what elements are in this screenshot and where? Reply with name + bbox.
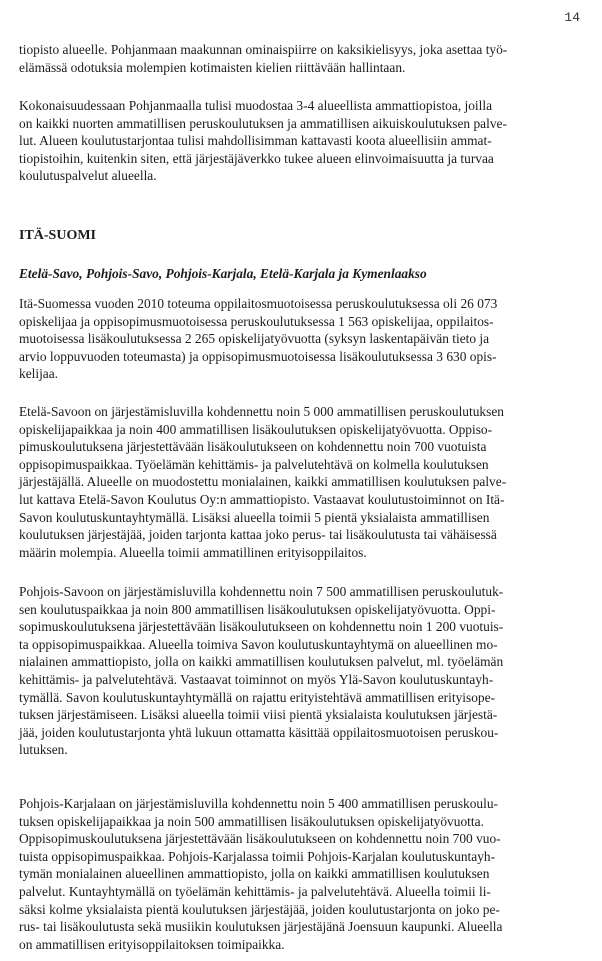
paragraph-pohjanmaa-summary: Kokonaisuudessaan Pohjanmaalla tulisi muodostaa 3-4 alueellista ammattiopistoa, joilla on kaikki nuorten ammatillisen peruskoulutuksen ja ammatillisen aikuiskoulutuksen palve- lut. Alueen koulutustarjontaa tulisi mahdollisimman kattavasti koota alueellisiin ammat- tiopistoihin, kuitenkin siten, että järjestäjäverkko tukee alueen elinvoimaisuutta ja turvaa koulutuspalvelut alueella.: [19, 98, 507, 184]
paragraph-pohjois-karjala: Pohjois-Karjalaan on järjestämisluvilla kohdennettu noin 5 400 ammatillisen peruskoulu- tuksen opiskelijapaikkaa ja noin 500 ammatillisen lisäkoulutuksen opiskelijatyövuotta. Oppisopimuskoulutuksena järjestettävään lisäkoulutukseen on kohdennettu noin 700 vuo- tuista oppisopimuspaikkaa. Pohjois-Karjalassa toimii Pohjois-Karjalan koulutuskuntayh- tymän monialainen alueellinen ammattiopisto, jolla on kaikki ammatillisen koulutuksen palvelut. Kuntayhtymällä on työelämän kehittämis- ja palvelutehtävä. Alueella toimii li- säksi kolme yksialaista pientä koulutuksen järjestäjää, joiden koulutustarjonta on joko pe- rus- tai lisäkoulutusta sekä musiikin koulutuksen järjestäjänä Joensuun kaupunki. Alueella on ammatillisen erityisoppilaitoksen toimipaikka.: [19, 796, 503, 952]
region-subheading: Etelä-Savo, Pohjois-Savo, Pohjois-Karjala, Etelä-Karjala ja Kymenlaakso: [19, 266, 427, 281]
paragraph-ita-suomi-totals: Itä-Suomessa vuoden 2010 toteuma oppilaitosmuotoisessa peruskoulutuksessa oli 26 073 opiskelijaa ja oppisopimusmuotoisessa peruskoulutuksessa 1 563 opiskelijaa, oppilaitos- muotoisessa lisäkoulutuksessa 2 265 opiskelijatyövuotta (syksyn laskentapäivän tieto ja arvio loppuvuoden toteumasta) ja oppisopimusmuotoisessa lisäkoulutuksessa 3 630 opis- kelijaa.: [19, 296, 498, 382]
paragraph-etela-savo: Etelä-Savoon on järjestämisluvilla kohdennettu noin 5 000 ammatillisen peruskoulutuksen opiskelijapaikkaa ja noin 400 ammatillisen lisäkoulutuksen opiskelijatyövuotta. Oppiso- pimuskoulutuksena järjestettävään lisäkoulutukseen on kohdennettu noin 700 vuotuista oppisopimuspaikkaa. Työelämän kehittämis- ja palvelutehtävä on kolmella koulutuksen järjestäjällä. Alueelle on muodostettu monialainen, kaikki ammatillisen koulutuksen palve- lut kattava Etelä-Savon Koulutus Oy:n ammattiopisto. Vastaavat koulutustoiminnot on Itä- Savon koulutuskuntayhtymällä. Lisäksi alueella toimii 5 pientä yksialaista ammatillisen koulutuksen järjestäjää, joiden tarjonta kattaa joko perus- tai lisäkoulutusta tai vähäisessä määrin molempia. Alueella toimii ammatillinen erityisoppilaitos.: [19, 404, 507, 560]
paragraph-pohjois-savo: Pohjois-Savoon on järjestämisluvilla kohdennettu noin 7 500 ammatillisen peruskoulutuk- sen koulutuspaikkaa ja noin 800 ammatillisen lisäkoulutuksen opiskelijatyövuotta. Oppi- sopimuskoulutuksena järjestettävään lisäkoulutukseen on kohdennettu noin 1 200 vuotuis- ta oppisopimuspaikkaa. Alueella toimiva Savon koulutuskuntayhtymä on alueellinen mo- nialainen ammattiopisto, jolla on kaikki ammatillisen koulutuksen palvelut, ml. työelämän kehittämis- ja palvelutehtävä. Vastaavat toiminnot on myös Ylä-Savon koulutuskuntayh- tymällä. Savon koulutuskuntayhtymällä on rajattu erityistehtävä ammatillisen erityisope- tuksen järjestämiseen. Lisäksi alueella toimii viisi pientä yksialaista koulutuksen järjestä- jää, joiden koulutustarjonta yhtä lukuun ottamatta käsittää oppilaitosmuotoisen peruskou- lutuksen.: [19, 584, 504, 758]
paragraph-pohjanmaa-intro: tiopisto alueelle. Pohjanmaan maakunnan ominaispiirre on kaksikielisyys, joka asettaa työ- elämässä odotuksia molempien kotimaisten kielien riittävään hallintaan.: [19, 42, 508, 75]
page-number: 14: [564, 10, 580, 25]
section-heading: ITÄ-SUOMI: [19, 228, 97, 243]
